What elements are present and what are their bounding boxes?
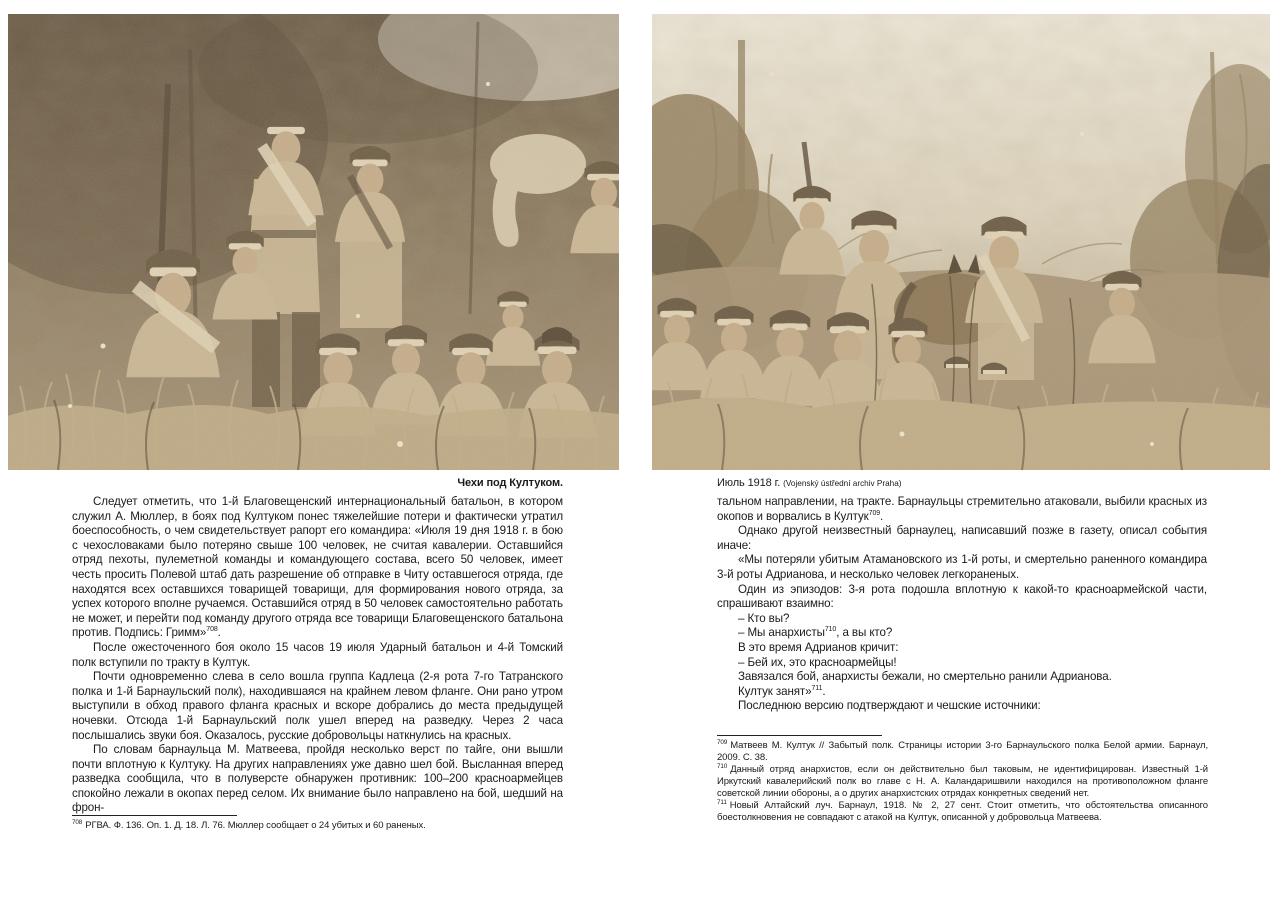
paragraph: Однако другой неизвестный барнаулец, написавший позже в газету, описал события иначе:: [717, 524, 1207, 552]
right-photo-caption-main: Июль 1918 г.: [717, 477, 781, 489]
right-photo-caption: [717, 477, 1208, 489]
paragraph: – Мы анархисты$^{710}$, а вы кто?: [738, 626, 893, 640]
photo-july-1918: [652, 14, 1270, 470]
paragraph: – Кто вы?: [738, 611, 790, 625]
footnote-rule: [717, 735, 882, 736]
footnote: [717, 740, 1208, 764]
paragraph: Завязался бой, анархисты бежали, но смертельно ранили Адрианова.: [738, 670, 1112, 684]
footnote-text: Данный отряд анархистов, если он действительно был таковым, не идентифицирован. Известный 1-й Иркутский кавалерийский полк во главе с Н. А. Каландаришвили находился на противоположном фланге советской линии обороны, а о других анархистских отрядах конкретных сведений нет.: [717, 764, 1208, 799]
right-photo-illustration: [652, 14, 1270, 470]
footnote-text: РГВА. Ф. 136. Оп. 1. Д. 18. Л. 76. Мюллер сообщает о 24 убитых и 60 раненых.: [85, 820, 426, 831]
paragraph: Последнюю версию подтверждают и чешские источники:: [738, 699, 1041, 713]
left-photo-illustration: [8, 14, 619, 470]
footnote-number: 709: [717, 738, 728, 746]
paragraph: По словам барнаульца М. Матвеева, пройдя несколько верст по тайге, они вышли почти вплотную к Култуку. На других направлениях уже давно шел бой. Высланная вперед разведка сообщила, что в полуверсте обнаружен противник: 100–200 красноармейцев спокойно лежали в окопах перед селом. Их внимание было направлено на бой, шедший на фрон-: [72, 743, 563, 815]
footnote-text: Матвеев М. Култук // Забытый полк. Страницы истории 3-го Барнаульского полка Белой армии. Барнаул, 2009. С. 38.: [717, 740, 1208, 763]
left-footnotes: [72, 815, 563, 832]
footnote-marker: 710: [824, 626, 837, 634]
left-photo-caption: Чехи под Култуком.: [457, 477, 563, 489]
paragraph: Култук занят»$^{711}$.: [738, 684, 826, 698]
paragraph: После ожесточенного боя около 15 часов 19 июля Ударный батальон и 4-й Томский полк вступили по тракту в Култук.: [72, 640, 563, 669]
right-photo-caption-source: (Vojenský ústřední archiv Praha): [783, 479, 902, 488]
paragraph: – Бей их, это красноармейцы!: [738, 655, 897, 669]
footnote: [717, 764, 1208, 800]
photo-czechs-near-kultuk: [8, 14, 619, 470]
footnote-number: 710: [717, 762, 728, 770]
footnote-marker: 711: [811, 684, 823, 692]
right-footnotes: [717, 735, 1208, 824]
paragraph: В это время Адрианов кричит:: [738, 640, 899, 654]
footnote-list: [717, 740, 1208, 824]
footnote: [72, 820, 563, 832]
paragraph: Следует отметить, что 1-й Благовещенский интернациональный батальон, в котором служил А. Мюллер, в боях под Култуком понес тяжелейшие потери и фактически утратил боеспособность, о чем свидетельствует рапорт его командира: «Июля 19 дня 1918 г. в бою с чехословаками было потеряно свыше 100 человек, не считая кавалерии. Оставшийся отряд пехоты, пулеметной команды и командующего состава, всего 50 человек, имеет честь просить Полевой штаб дать разрешение об отправке в Читу оставшегося отряда, где находятся всех оставшихся товарищей товарищи, для формирования нового отряда, за успех которого вполне ручаемся. Оставшийся отряд в 50 человек самостоятельно работать не может, и перейти под команду другого отряда все товарищи Благовещенского батальона против. Подпись: Гримм»$^{708}$.: [72, 495, 563, 640]
footnote: [717, 800, 1208, 824]
left-body-text: [72, 495, 563, 816]
footnote-text: Новый Алтайский луч. Барнаул, 1918. № 2, 27 сент. Стоит отметить, что обстоятельства описанного боестолкновения не совпадают с атакой на Култук, описанной у добровольца Матвеева.: [717, 800, 1208, 823]
footnote-list: [72, 820, 563, 832]
paragraph: тальном направлении, на тракте. Барнаульцы стремительно атаковали, выбили красных из окопов и ворвались в Култук$^{709}$.: [717, 495, 1207, 523]
footnote-number: 711: [717, 798, 727, 806]
footnote-number: 708: [72, 818, 83, 826]
paragraph: Один из эпизодов: 3-я рота подошла вплотную к какой-то красноармейской части, спрашивают взаимно:: [717, 582, 1207, 611]
paragraph: Почти одновременно слева в село вошла группа Кадлеца (2-я рота 7-го Татранского полка и 1-й Барнаульский полк), находившаяся на крайнем левом фланге. Они рано утром выступили в обход правого фланга красных и вскоре добрались до места предыдущей ночевки. Отсюда 1-й Барнаульский полк ушел вперед на разведку. Через 2 часа послышались звуки боя. Оказалось, русские добровольцы наткнулись на красных.: [72, 670, 563, 742]
right-body-text: [717, 495, 1207, 714]
footnote-rule: [72, 815, 237, 816]
footnote-marker: 709: [868, 509, 881, 517]
footnote-marker: 708: [206, 626, 218, 634]
paragraph: «Мы потеряли убитым Атамановского из 1-й роты, и смертельно раненного командира 3-й роты Адрианова, и несколько человек легкораненых.: [717, 553, 1207, 581]
